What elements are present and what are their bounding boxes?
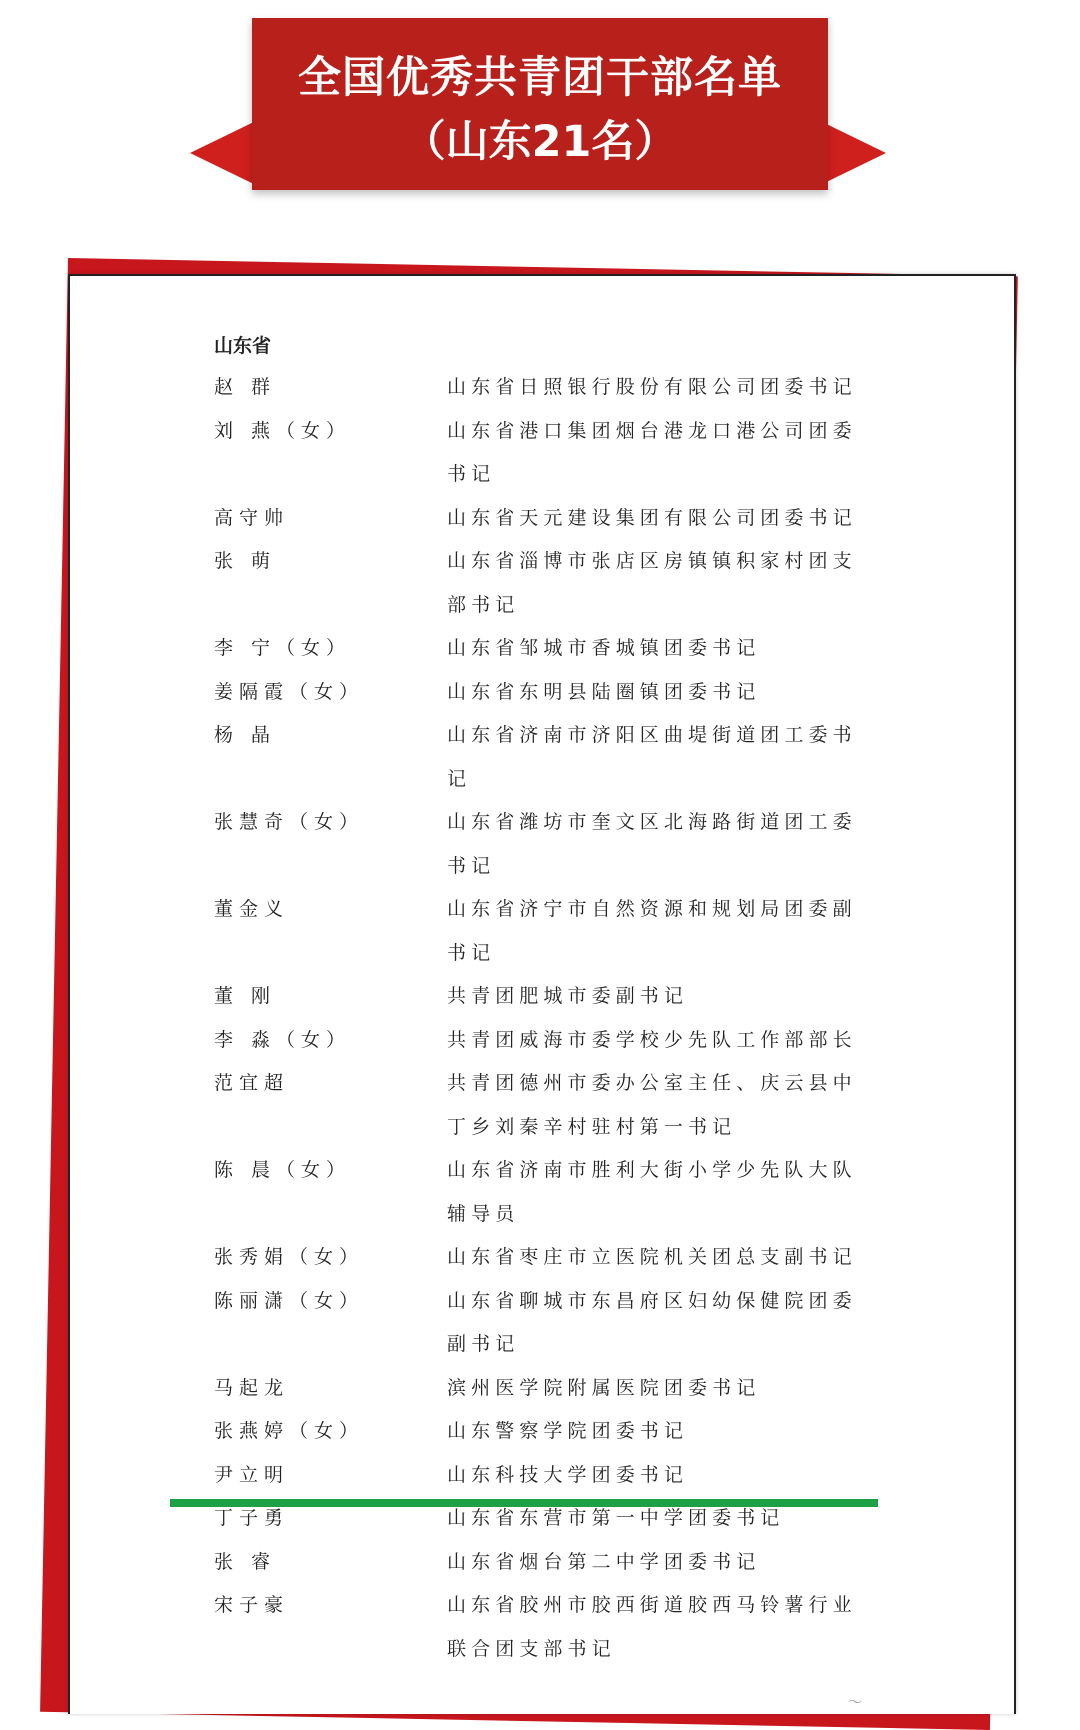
entry-position: 滨州医学院附属医院团委书记 bbox=[447, 1376, 761, 1399]
entry-position: 山东省聊城市东昌府区妇幼保健院团委副书记 bbox=[447, 1289, 857, 1355]
entry-name: 高守帅 bbox=[214, 506, 290, 529]
entry-position: 山东省济南市济阳区曲堤街道团工委书记 bbox=[447, 724, 857, 790]
entry-name: 丁子勇 bbox=[214, 1507, 290, 1529]
list-item bbox=[214, 1410, 934, 1454]
entry-position: 山东科技大学团委书记 bbox=[447, 1463, 689, 1486]
list-item bbox=[214, 671, 934, 715]
green-highlight-line bbox=[170, 1499, 878, 1507]
list-item bbox=[214, 888, 934, 975]
entry-position: 山东省东明县陆圈镇团委书记 bbox=[447, 680, 761, 703]
entry-position: 共青团威海市委学校少先队工作部部长 bbox=[447, 1028, 857, 1051]
entry-name: 张燕婷（女） bbox=[214, 1420, 365, 1442]
entry-position: 山东省日照银行股份有限公司团委书记 bbox=[447, 376, 857, 398]
entry-name: 李 淼（女） bbox=[214, 1028, 352, 1051]
entry-position: 山东省枣庄市立医院机关团总支副书记 bbox=[447, 1246, 857, 1268]
list-item bbox=[214, 366, 934, 410]
entry-name: 陈丽潇（女） bbox=[214, 1289, 365, 1312]
list-item bbox=[214, 627, 934, 671]
entry-name: 杨 晶 bbox=[214, 724, 277, 746]
entry-position: 山东警察学院团委书记 bbox=[447, 1420, 689, 1442]
entry-name: 马起龙 bbox=[214, 1376, 290, 1399]
entry-name: 赵 群 bbox=[214, 376, 277, 398]
entry-name: 宋子豪 bbox=[214, 1594, 290, 1616]
entry-position: 山东省东营市第一中学团委书记 bbox=[447, 1507, 785, 1529]
entry-name: 姜隔霞（女） bbox=[214, 680, 365, 703]
list-item bbox=[214, 1149, 934, 1236]
entry-name: 陈 晨（女） bbox=[214, 1159, 352, 1181]
entry-position: 山东省潍坊市奎文区北海路街道团工委书记 bbox=[447, 811, 857, 877]
banner-subtitle: （山东21名） bbox=[402, 117, 678, 167]
list-item bbox=[214, 714, 934, 801]
province-heading: 山东省 bbox=[214, 335, 272, 357]
document-page bbox=[68, 274, 1016, 1714]
banner-title: 全国优秀共青团干部名单 bbox=[298, 53, 782, 103]
entry-name: 张 睿 bbox=[214, 1550, 277, 1573]
entry-name: 张 萌 bbox=[214, 550, 277, 572]
entry-position: 山东省济宁市自然资源和规划局团委副书记 bbox=[447, 898, 857, 964]
list-item bbox=[214, 1367, 934, 1411]
entry-position: 共青团肥城市委副书记 bbox=[447, 985, 689, 1007]
entry-name: 张秀娟（女） bbox=[214, 1246, 365, 1268]
list-item bbox=[214, 540, 934, 627]
entry-position: 山东省烟台第二中学团委书记 bbox=[447, 1550, 761, 1573]
entry-name: 董 刚 bbox=[214, 985, 277, 1007]
title-banner bbox=[252, 18, 828, 190]
entry-name: 范宜超 bbox=[214, 1072, 290, 1094]
entry-list bbox=[214, 366, 934, 1671]
list-item bbox=[214, 1454, 934, 1498]
entry-position: 山东省胶州市胶西街道胶西马铃薯行业联合团支部书记 bbox=[447, 1594, 857, 1660]
entry-name: 张慧奇（女） bbox=[214, 811, 365, 833]
list-item bbox=[214, 497, 934, 541]
entry-position: 山东省天元建设集团有限公司团委书记 bbox=[447, 506, 857, 529]
list-item bbox=[214, 1236, 934, 1280]
list-item bbox=[214, 1019, 934, 1063]
list-item bbox=[214, 1584, 934, 1671]
list-item bbox=[214, 410, 934, 497]
entry-position: 山东省淄博市张店区房镇镇积家村团支部书记 bbox=[447, 550, 857, 616]
entry-name: 刘 燕（女） bbox=[214, 419, 352, 442]
entry-name: 董金义 bbox=[214, 898, 290, 920]
entry-position: 共青团德州市委办公室主任、庆云县中丁乡刘秦辛村驻村第一书记 bbox=[447, 1072, 857, 1138]
list-item bbox=[214, 1541, 934, 1585]
entry-name: 李 宁（女） bbox=[214, 637, 352, 659]
entry-name: 尹立明 bbox=[214, 1463, 290, 1486]
list-item bbox=[214, 975, 934, 1019]
entry-position: 山东省邹城市香城镇团委书记 bbox=[447, 637, 761, 659]
entry-position: 山东省济南市胜利大街小学少先队大队辅导员 bbox=[447, 1159, 857, 1225]
name-list bbox=[214, 326, 934, 1671]
list-item bbox=[214, 1280, 934, 1367]
list-item bbox=[214, 1062, 934, 1149]
watermark-icon: 〜 bbox=[848, 1695, 862, 1711]
list-item bbox=[214, 801, 934, 888]
entry-position: 山东省港口集团烟台港龙口港公司团委书记 bbox=[447, 419, 857, 485]
